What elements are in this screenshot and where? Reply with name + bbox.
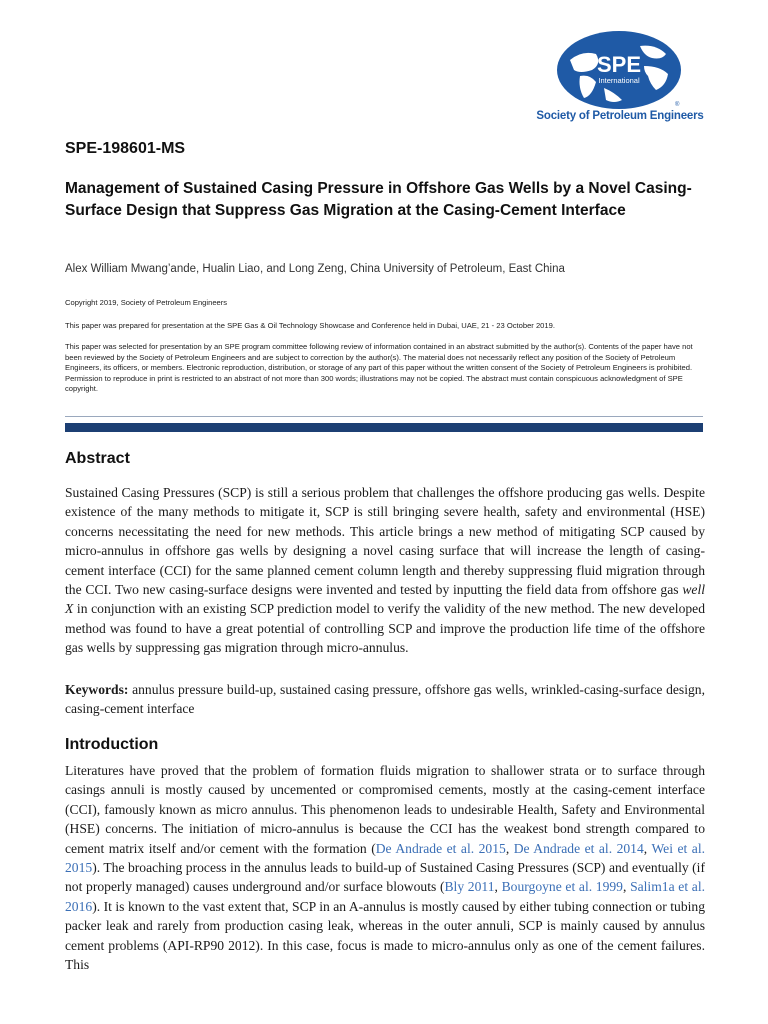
keywords [65,680,705,719]
abstract-text-part2: in conjunction with an existing SCP prediction model to verify the validity of the new method. The new developed method was found to have a great potential of controlling SCP and improve the production life time of the offshore gas wells by suppressing gas migration through micro-annulus. [65,601,705,656]
logo-badge-bottom: International [598,76,640,85]
abstract-text-part1: Sustained Casing Pressures (SCP) is still a serious problem that challenges the offshore producing gas wells. Despite existence of the many methods to mitigate it, SCP is still bringing severe health, safety and environmental (HSE) concerns necessitating the need for new methods. This article brings a new method of mitigating SCP caused by micro-annulus in offshore gas wells by designing a novel casing surface that will increase the length of casing-cement interface (CCI) for the same planned cement column length and thereby suppressing fluid migration through the CCI. Two new casing-surface designs were invented and tested by inputting the field data from offshore gas [65,485,705,598]
abstract-text [65,483,705,658]
abstract-well-name: well X [65,582,705,617]
prepared-note: This paper was prepared for presentation at the SPE Gas & Oil Technology Showcase and Conference held in Dubai, UAE, 21 - 23 October 2019. [65,321,555,330]
copyright-note: Copyright 2019, Society of Petroleum Engineers [65,298,228,307]
citation-link[interactable]: Salim1a et al. 2016 [65,879,705,914]
svg-text:®: ® [675,102,680,108]
citation-link[interactable]: De Andrade et al. 2015 [375,840,506,856]
divider-thick [65,423,703,432]
citation-link[interactable]: Wei et al. 2015 [65,840,705,876]
divider-thin [65,416,703,417]
intro-text-part1: Literatures have proved that the problem of formation fluids migration to shallower strata or to surface through casings annuli is mostly caused by uncemented or compromised cements, mostly at the casing-cement interface (CCI), famously known as micro annulus. This phenomenon leads to undesirable Health, Safety and Environmental (HSE) concerns. The initiation of micro-annulus is because the CCI has the weakest bond strength compared to cement matrix itself and/or cement with the formation ( [65,763,705,856]
abstract-heading: Abstract [65,450,130,467]
org-name: Society of Petroleum Engineers [536,110,704,122]
globe-icon [556,30,682,110]
separator: , [505,840,514,856]
logo-badge-top: SPE [596,52,642,77]
intro-text-part3: ). It is known to the vast extent that, SCP in an A-annulus is mostly caused by either tubing connection or tubing packer leak and rarely from production casing leak, whereas in the outer annuli, SCP is mainly caused by annulus cement problems (API-RP90 2012). In this case, focus is made to micro-annulus only as one of the cement failures. This [65,898,705,973]
introduction-text [65,761,705,974]
intro-text-part2: ). The broaching process in the annulus leads to build-up of Sustained Casing Pressures (SCP) and eventually (if not properly managed) causes underground and/or surface blowouts ( [65,860,705,895]
spe-logo [530,30,710,130]
paper-id: SPE-198601-MS [65,140,186,157]
paper-title: Management of Sustained Casing Pressure in Offshore Gas Wells by a Novel Casing-Surface Design that Suppress Gas Migration at the Casing-Cement Interface [65,180,692,219]
separator: , [622,879,631,895]
selection-note: This paper was selected for presentation by an SPE program committee following review of information contained in an abstract submitted by the author(s). Contents of the paper have not been reviewed by the Society of Petroleum Engineers and are subject to correction by the author(s). The material does not necessarily reflect any position of the Society of Petroleum Engineers, its officers, or members. Electronic reproduction, distribution, or storage of any part of this paper without the written consent of the Society of Petroleum Engineers is prohibited. Permission to reproduce in print is restricted to an abstract of not more than 300 words; illustrations may not be copied. The abstract must contain conspicuous acknowledgment of SPE copyright. [65,342,693,394]
keywords-text: annulus pressure build-up, sustained casing pressure, offshore gas wells, wrinkled-casing-surface design, casing-cement interface [65,682,705,717]
citation-link[interactable]: De Andrade et al. 2014 [513,840,644,856]
separator: , [494,879,502,895]
authors: Alex William Mwang’ande, Hualin Liao, and Long Zeng, China University of Petroleum, East China [65,263,565,275]
citation-link[interactable]: Bly 2011 [444,879,495,895]
citation-link[interactable]: Bourgoyne et al. 1999 [501,879,623,895]
introduction-heading: Introduction [65,736,159,753]
keywords-label: Keywords: [65,682,129,697]
separator: , [643,840,652,856]
